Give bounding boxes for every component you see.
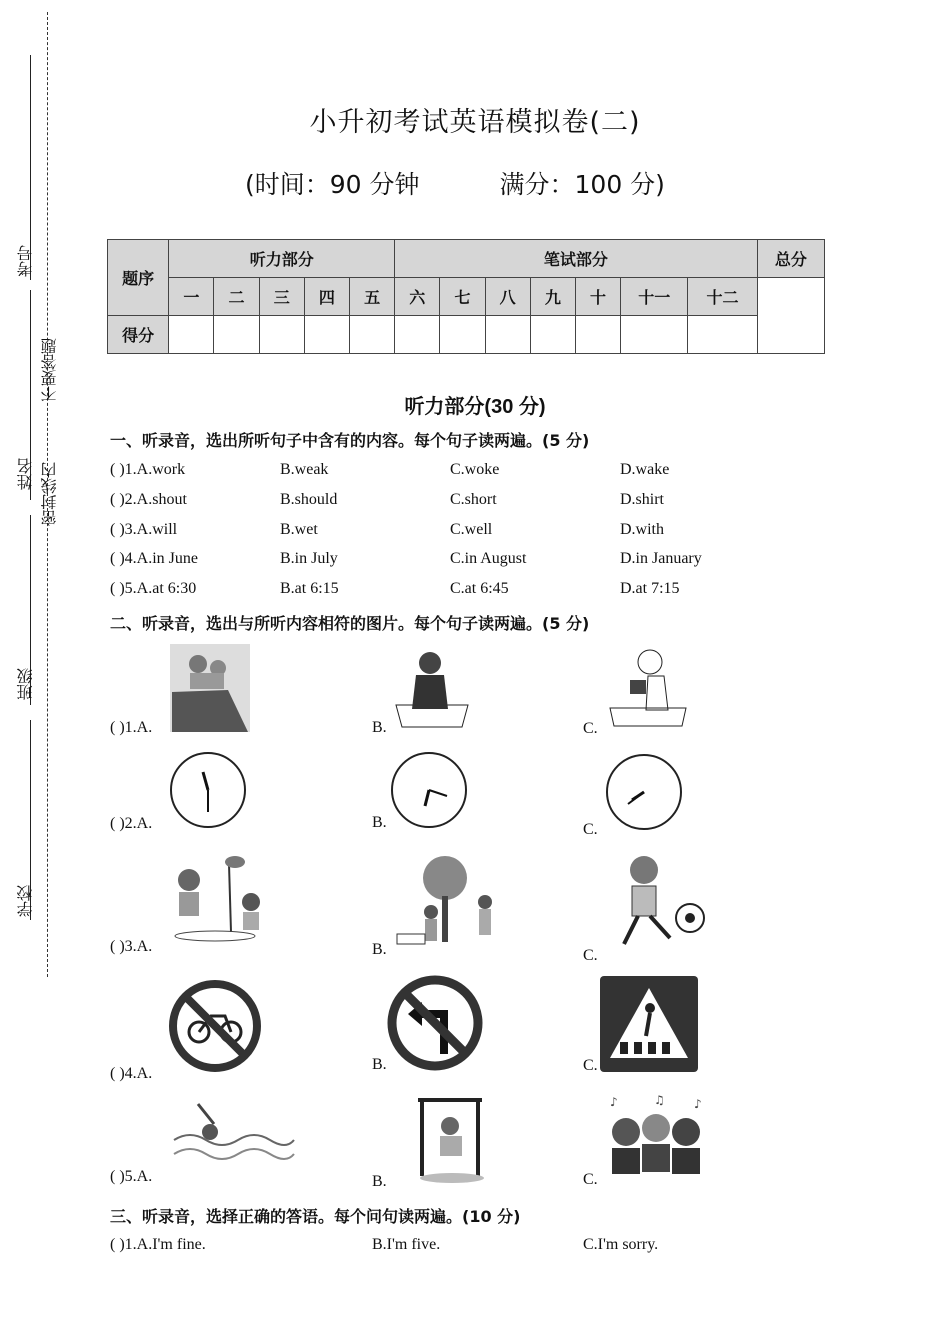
head-shape — [178, 869, 200, 891]
picture-option-label: C. — [583, 720, 598, 737]
study-desk-picture — [168, 642, 252, 734]
page-title: 小升初考试英语模拟卷(二) — [309, 107, 641, 138]
picture-option-label: C. — [583, 1171, 598, 1188]
head-shape — [478, 895, 492, 909]
body-shape — [179, 892, 199, 916]
body-shape — [190, 673, 224, 689]
songbook-shape — [642, 1144, 670, 1172]
score-cell[interactable] — [621, 316, 688, 354]
no-bicycle-sign — [167, 978, 263, 1074]
tree-trunk — [442, 896, 448, 942]
option-b: B.in July — [280, 550, 338, 567]
exam-info — [245, 165, 745, 201]
option-b: B.at 6:15 — [280, 580, 339, 597]
picture-option-label: ( )2.A. — [110, 815, 153, 832]
tree-crown — [423, 856, 467, 900]
head-shape — [612, 1118, 640, 1146]
option-c: C.woke — [450, 461, 500, 478]
option-d: D.wake — [620, 461, 670, 478]
option-c: C.short — [450, 491, 497, 508]
part3-heading: 三、听录音，选择正确的答语。每个问句读两遍。(10 分) — [110, 1207, 521, 1226]
songbook-shape — [672, 1148, 700, 1174]
crosswalk-sign — [600, 976, 698, 1072]
picture-option-label: C. — [583, 1057, 598, 1074]
picture-option-label: C. — [583, 947, 598, 964]
clock-picture-b — [389, 750, 469, 830]
head-shape — [441, 1117, 459, 1135]
picture-option-label: B. — [372, 941, 387, 958]
no-answer-note: 不要答题 — [40, 338, 59, 402]
picture-option-label: C. — [583, 821, 598, 838]
question-number: 一 — [169, 278, 214, 316]
wave-shape — [174, 1135, 294, 1145]
zebra-stripe — [662, 1042, 670, 1054]
score-cell[interactable] — [440, 316, 485, 354]
football-patch — [685, 913, 695, 923]
question-number: 十 — [575, 278, 620, 316]
tv-shape — [630, 680, 646, 694]
question-number: 七 — [440, 278, 485, 316]
option-a: ( )2.A.shout — [110, 491, 187, 508]
option-b: B.weak — [280, 461, 329, 478]
planting-tree-picture — [165, 850, 273, 942]
option-a: ( )3.A.will — [110, 521, 178, 538]
score-cell[interactable] — [485, 316, 530, 354]
score-cell[interactable] — [169, 316, 214, 354]
listening-header: 听力部分 — [169, 240, 395, 278]
zebra-stripe — [648, 1042, 656, 1054]
option-b: B.should — [280, 491, 338, 508]
picture-option-label: B. — [372, 719, 387, 736]
option-c: C.I'm sorry. — [583, 1236, 659, 1253]
picture-option-label: B. — [372, 814, 387, 831]
question-number: 五 — [350, 278, 395, 316]
question-number: 八 — [485, 278, 530, 316]
kaohao-label: 考号 — [16, 245, 35, 277]
clock-picture-a — [168, 750, 248, 830]
ground-shape — [420, 1173, 484, 1183]
score-cell[interactable] — [395, 316, 440, 354]
option-d: D.shirt — [620, 491, 664, 508]
banji-label: 班级 — [16, 668, 35, 700]
question-number: 二 — [214, 278, 259, 316]
part2-heading: 二、听录音，选出与所听内容相符的图片。每个句子读两遍。(5 分) — [110, 614, 590, 633]
zebra-stripe — [620, 1042, 628, 1054]
swimmer-head — [202, 1124, 218, 1140]
defen-header: 得分 — [108, 316, 169, 354]
music-note-icon: ♫ — [654, 1093, 665, 1107]
leg-shape — [650, 916, 670, 938]
picture-option-label: ( )4.A. — [110, 1065, 153, 1082]
picture-option-label: ( )1.A. — [110, 719, 153, 736]
option-c: C.at 6:45 — [450, 580, 509, 597]
score-cell[interactable] — [304, 316, 349, 354]
head-shape — [419, 652, 441, 674]
music-note-icon: ♪ — [694, 1097, 702, 1111]
picture-option-label: B. — [372, 1173, 387, 1190]
score-table — [107, 239, 825, 354]
body-shape — [646, 676, 668, 710]
part1-heading: 一、听录音，选出所听句子中含有的内容。每个句子读两遍。(5 分) — [110, 431, 590, 450]
option-a: ( )1.A.I'm fine. — [110, 1236, 206, 1253]
question-number: 十二 — [688, 278, 757, 316]
total-header: 总分 — [757, 240, 824, 278]
option-a: ( )1.A.work — [110, 461, 186, 478]
head-shape — [638, 650, 662, 674]
leaf-shape — [225, 856, 245, 868]
option-a: ( )4.A.in June — [110, 550, 198, 567]
score-cell[interactable] — [575, 316, 620, 354]
walker-head — [645, 1003, 655, 1013]
picture-option-label: B. — [372, 1056, 387, 1073]
option-b: B.I'm five. — [372, 1236, 441, 1253]
picture-option-label: ( )5.A. — [110, 1168, 153, 1185]
ground-shape — [175, 931, 255, 941]
xingming-label: 姓名 — [16, 458, 35, 490]
score-cell[interactable] — [259, 316, 304, 354]
box-shape — [397, 934, 425, 944]
score-cell[interactable] — [688, 316, 757, 354]
no-left-turn-sign — [386, 974, 484, 1072]
wave-shape — [174, 1149, 294, 1159]
xuexiao-label: 学校 — [16, 885, 35, 917]
option-d: D.with — [620, 521, 664, 538]
watering-tree-picture — [395, 852, 505, 948]
total-score-cell[interactable] — [757, 278, 824, 354]
songbook-shape — [612, 1148, 640, 1174]
picture-option-label: ( )3.A. — [110, 938, 153, 955]
question-number: 九 — [530, 278, 575, 316]
body-shape — [243, 912, 259, 930]
body-shape — [479, 909, 491, 935]
playing-football-picture — [606, 850, 706, 950]
writing-header: 笔试部分 — [395, 240, 758, 278]
question-number: 十一 — [621, 278, 688, 316]
head-shape — [630, 856, 658, 884]
full-score: 满分：100 分) — [499, 170, 665, 199]
head-shape — [672, 1118, 700, 1146]
option-b: B.wet — [280, 521, 318, 538]
head-shape — [242, 893, 260, 911]
reading-picture — [392, 645, 472, 729]
option-a: ( )5.A.at 6:30 — [110, 580, 197, 597]
leg-shape — [624, 916, 638, 944]
binding-margin — [0, 0, 80, 1000]
seal-note: 密封线内 — [40, 462, 59, 526]
body-shape — [412, 675, 448, 709]
head-shape — [642, 1114, 670, 1142]
question-number: 三 — [259, 278, 304, 316]
option-c: C.well — [450, 521, 493, 538]
option-d: D.at 7:15 — [620, 580, 680, 597]
mat-shape — [610, 708, 686, 726]
option-c: C.in August — [450, 550, 527, 567]
score-cell[interactable] — [350, 316, 395, 354]
swing-picture — [412, 1092, 492, 1184]
sapling-stem — [229, 864, 231, 932]
clock-picture-c — [604, 752, 684, 832]
singing-picture — [600, 1092, 712, 1184]
music-note-icon: ♪ — [610, 1095, 618, 1109]
tixu-header: 题序 — [108, 240, 169, 316]
score-cell[interactable] — [214, 316, 259, 354]
zebra-stripe — [634, 1042, 642, 1054]
head-shape — [424, 905, 438, 919]
question-number: 四 — [304, 278, 349, 316]
swimmer-arm — [198, 1104, 214, 1124]
swimming-picture — [170, 1094, 296, 1174]
time-limit: (时间：90 分钟 — [245, 170, 420, 199]
section-title: 听力部分(30 分) — [404, 396, 546, 418]
body-shape — [632, 886, 656, 916]
score-cell[interactable] — [530, 316, 575, 354]
option-d: D.in January — [620, 550, 702, 567]
body-shape — [425, 919, 437, 941]
question-number: 六 — [395, 278, 440, 316]
tv-picture — [604, 640, 690, 728]
body-shape — [440, 1136, 462, 1156]
head-shape — [189, 655, 207, 673]
